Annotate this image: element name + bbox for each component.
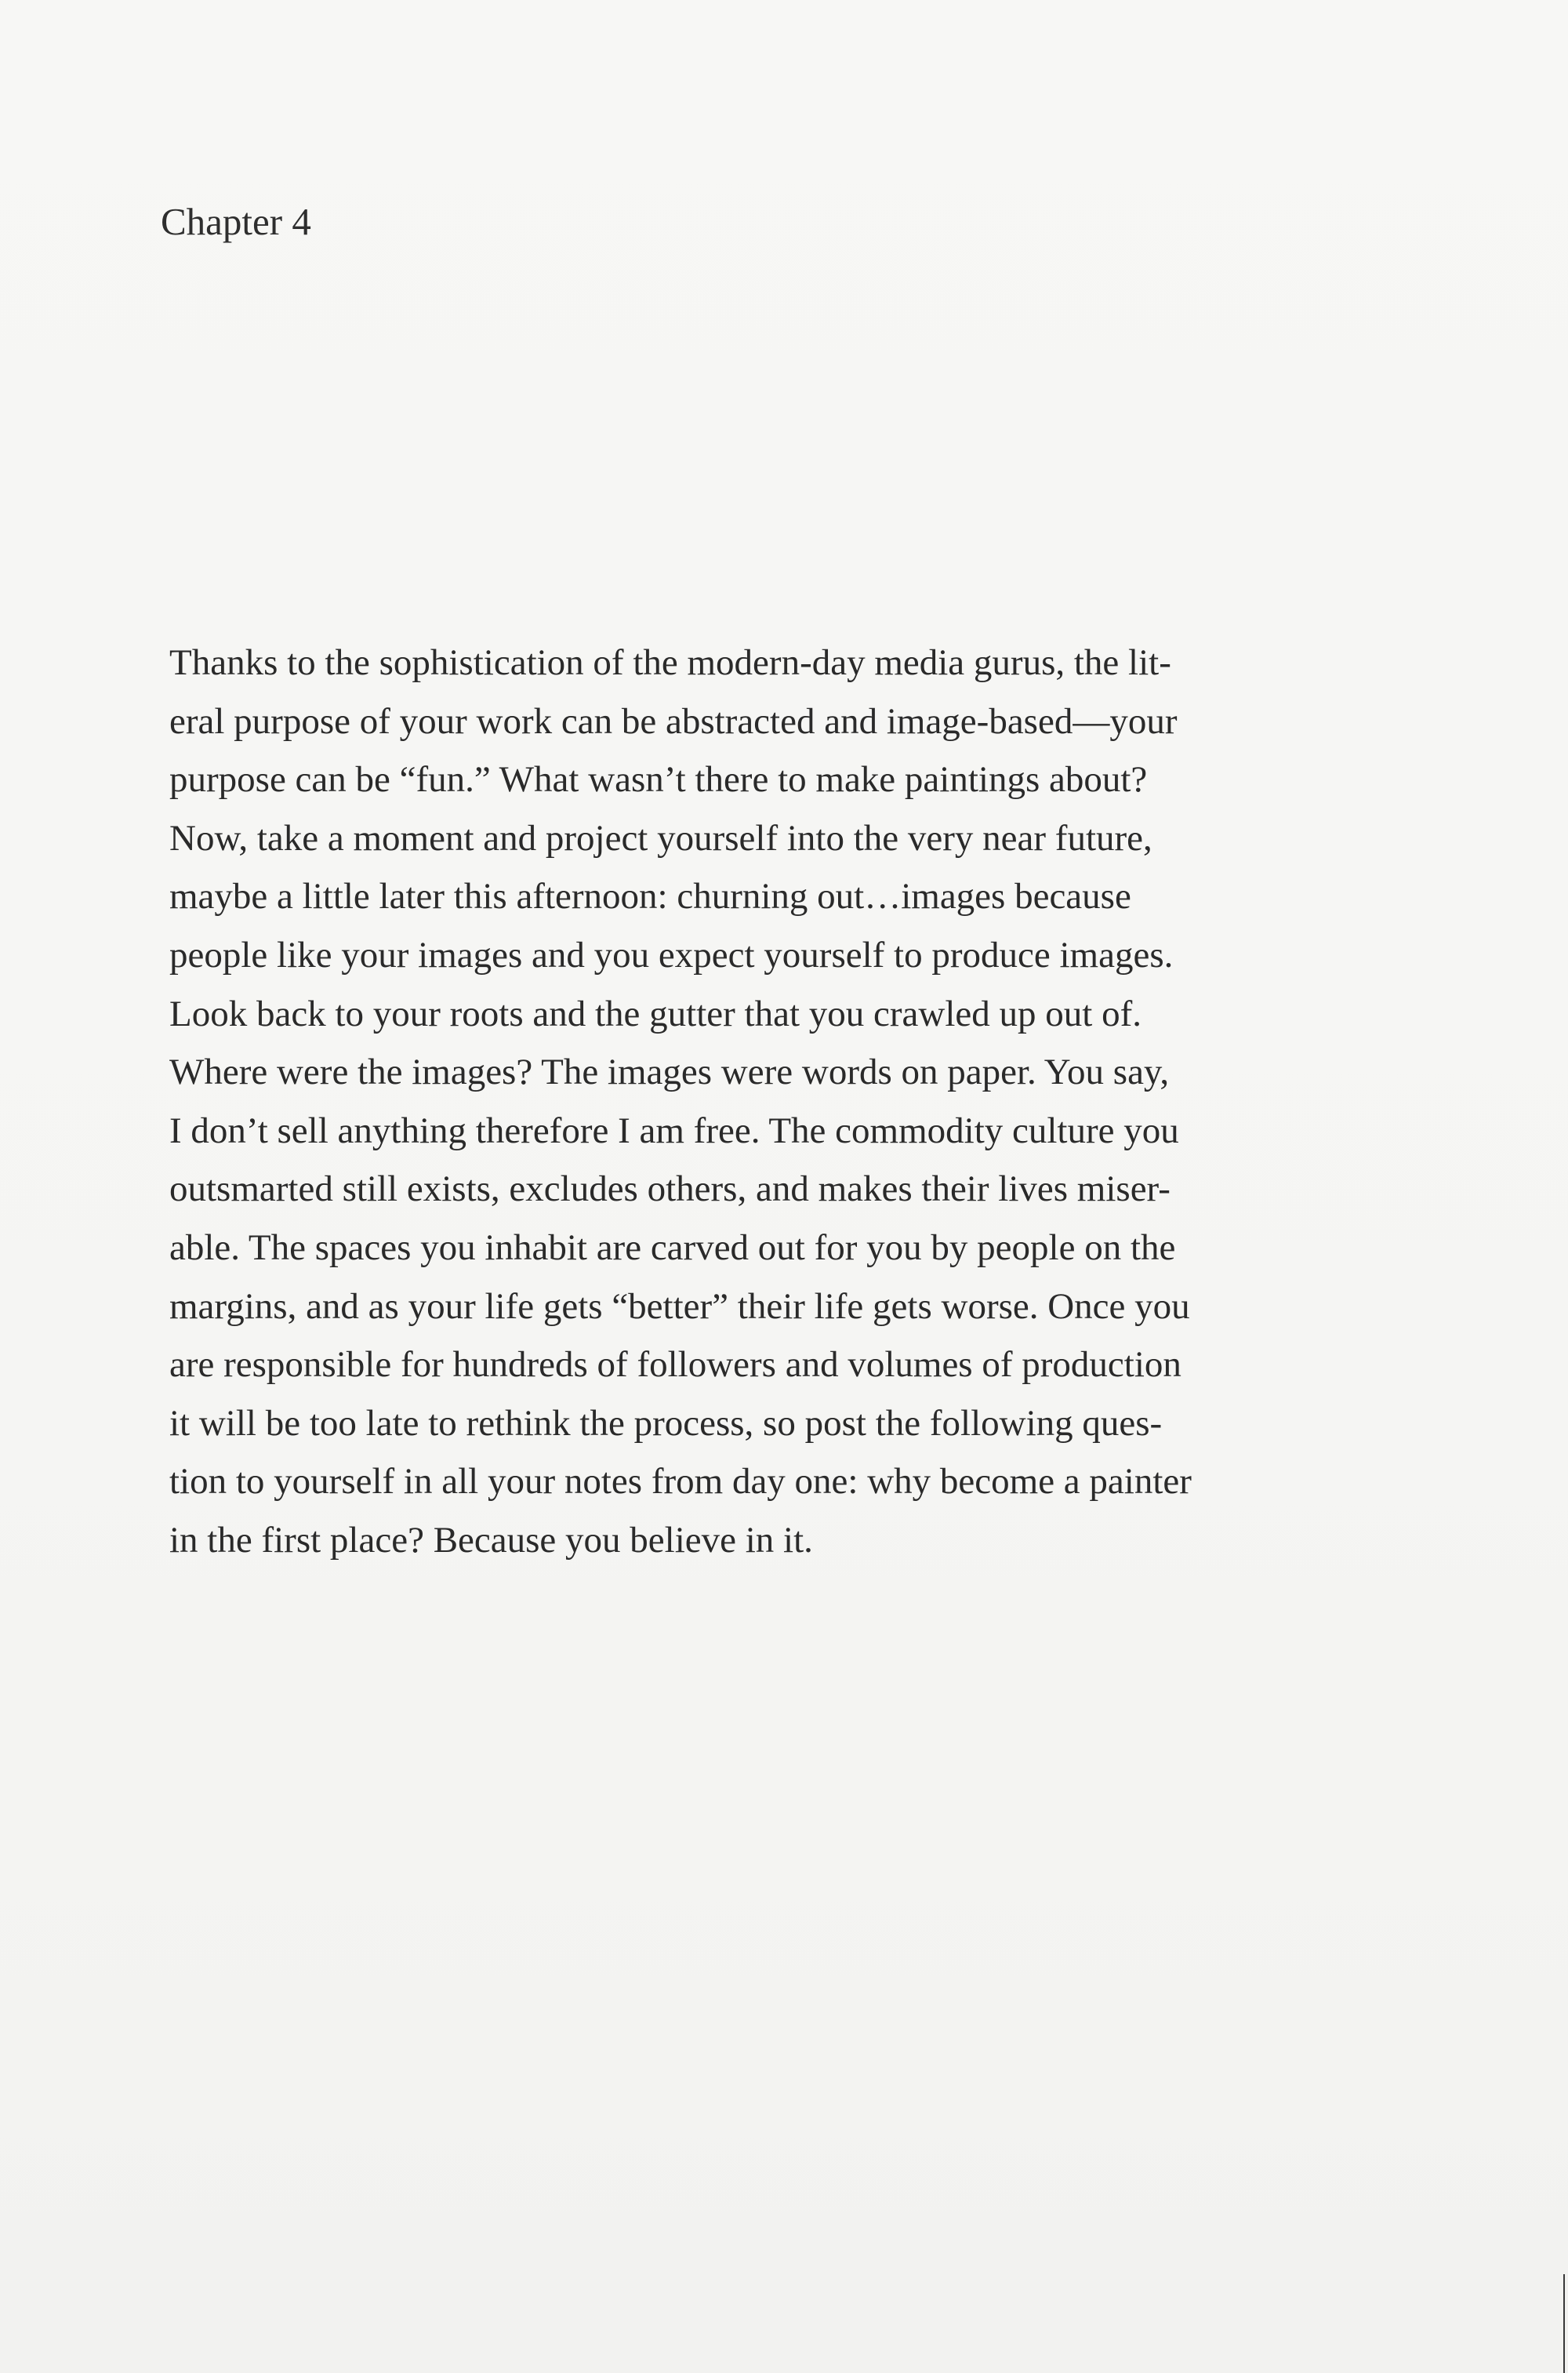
page-edge-divider [1563,2274,1565,2373]
text-line: people like your images and you expect yourself to produce images. [169,934,1174,976]
body-paragraph [169,634,1345,1570]
text-line: Now, take a moment and project yourself into the very near future, [169,817,1152,859]
text-line: tion to yourself in all your notes from day one: why become a painter [169,1461,1192,1503]
text-line: outsmarted still exists, excludes others, and makes their lives miser- [169,1168,1171,1210]
text-line: Thanks to the sophistication of the modern-day media gurus, the lit- [169,642,1171,683]
text-line: maybe a little later this afternoon: churning out…images because [169,876,1131,918]
text-line: margins, and as your life gets “better” their life gets worse. Once you [169,1285,1190,1327]
text-line: Where were the images? The images were words on paper. You say, [169,1052,1170,1093]
text-line: able. The spaces you inhabit are carved out for you by people on the [169,1226,1176,1268]
text-line: it will be too late to rethink the process, so post the following ques- [169,1402,1163,1444]
text-line: in the first place? Because you believe in it. [169,1519,813,1561]
text-line: Look back to your roots and the gutter that you crawled up out of. [169,993,1142,1034]
text-line: purpose can be “fun.” What wasn’t there to make paintings about? [169,759,1148,801]
text-line: I don’t sell anything therefore I am free. The commodity culture you [169,1110,1179,1151]
text-line: eral purpose of your work can be abstracted and image-based—your [169,700,1178,742]
chapter-heading: Chapter 4 [161,200,311,243]
text-line: are responsible for hundreds of followers and volumes of production [169,1344,1181,1386]
